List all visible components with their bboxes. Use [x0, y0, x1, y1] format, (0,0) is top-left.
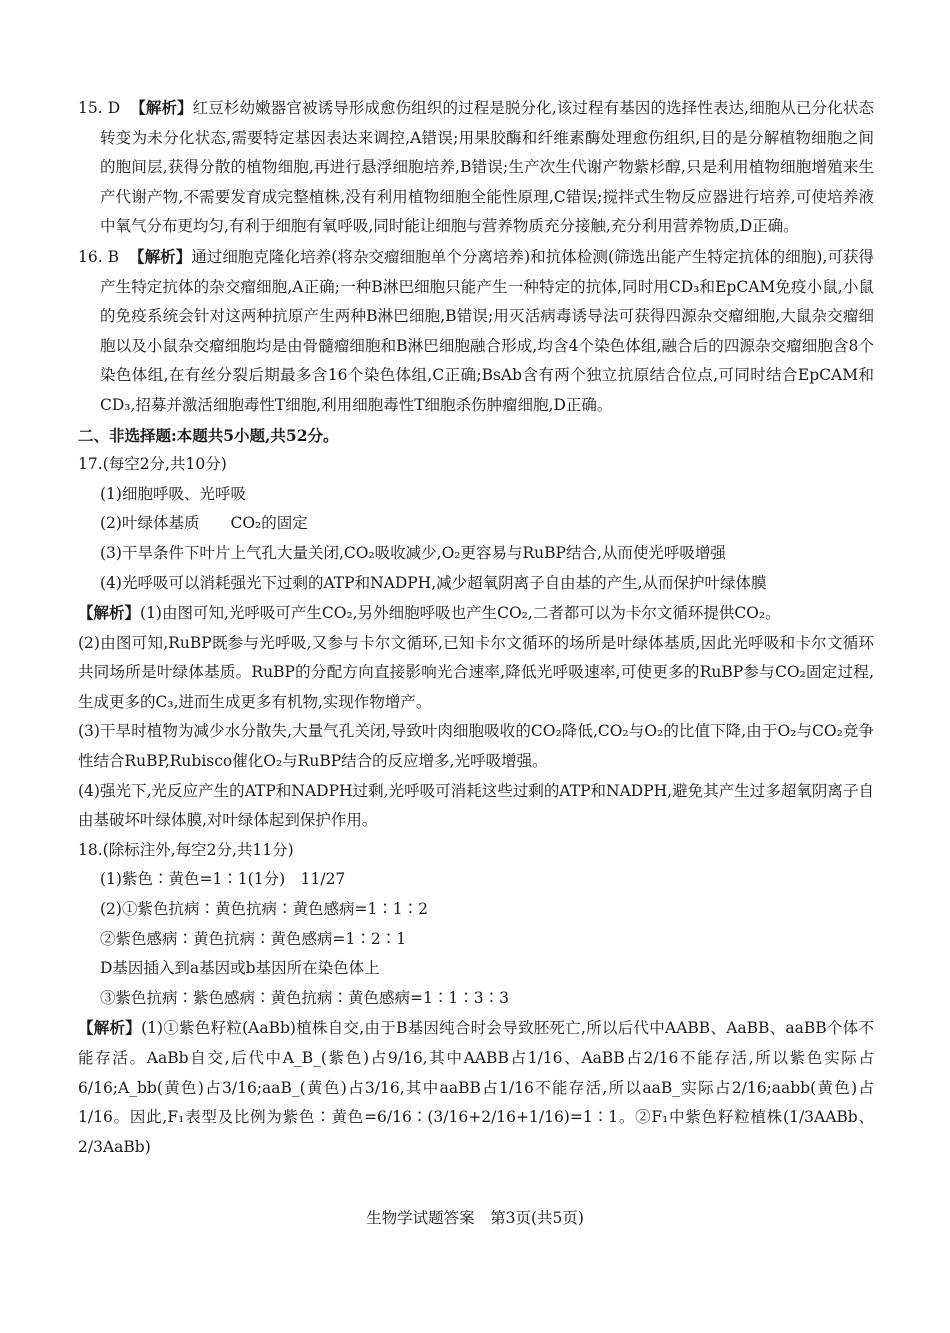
q15-analysis-text: 红豆杉幼嫩器官被诱导形成愈伤组织的过程是脱分化,该过程有基因的选择性表达,细胞从已分化状态转变为未分化状态,需要特定基因表达来调控,A错误;用果胶酶和纤维素酶处理愈伤组织,目的是分解植物细胞之间的胞间层,获得分散的植物细胞,再进行悬浮细胞培养,B错误;生产次生代谢产物紫杉醇,只是利用植物细胞增殖来生产代谢产物,不需要发育成完整植株,没有利用植物细胞全能性原理,C错误;搅拌式生物反应器进行培养,可使培养液中氧气分布更均匀,有利于细胞有氧呼吸,同时能让细胞与营养物质充分接触,充分利用营养物质,D正确。: [100, 99, 874, 236]
q16-analysis-text: 通过细胞克隆化培养(将杂交瘤细胞单个分离培养)和抗体检测(筛选出能产生特定抗体的细胞),可获得产生特定抗体的杂交瘤细胞,A正确;一种B淋巴细胞只能产生一种特定的抗体,同时用CD₃和EpCAM免疫小鼠,小鼠的免疫系统会针对这两种抗原产生两种B淋巴细胞,B错误;用灭活病毒诱导法可获得四源杂交瘤细胞,大鼠杂交瘤细胞以及小鼠杂交瘤细胞均是由骨髓瘤细胞和B淋巴细胞融合形成,均含4个染色体组,融合后的四源杂交瘤细胞含8个染色体组,在有丝分裂后期最多含16个染色体组,C正确;BsAb含有两个独立抗原结合位点,可同时结合EpCAM和CD₃,招募并激活细胞毒性T细胞,利用细胞毒性T细胞杀伤肿瘤细胞,D正确。: [100, 247, 874, 414]
q16-analysis-tag: 【解析】: [129, 246, 192, 266]
q15-answer: [78, 93, 874, 242]
q18-analysis-tag: 【解析】: [78, 1018, 142, 1038]
q17-explanation-1: [78, 598, 874, 629]
q16-answer: [78, 242, 874, 421]
q17-answer-3: (3)干旱条件下叶片上气孔大量关闭,CO₂吸收减少,O₂更容易与RuBP结合,从而使光呼吸增强: [100, 543, 726, 562]
q17-explanation-4: (4)强光下,光反应产生的ATP和NADPH过剩,光呼吸可消耗这些过剩的ATP和NADPH,避免其产生过多超氧阴离子自由基破坏叶绿体膜,对叶绿体起到保护作用。: [78, 781, 874, 830]
answer-content: [78, 93, 874, 1162]
page-footer: 生物学试题答案 第3页(共5页): [366, 1209, 584, 1227]
q17-answer-2: (2)叶绿体基质 CO₂的固定: [100, 514, 308, 533]
q17-explanation-1-text: (1)由图可知,光呼吸可产生CO₂,另外细胞呼吸也产生CO₂,二者都可以为卡尔文循环提供CO₂。: [140, 604, 781, 623]
q17-answer-1: (1)细胞呼吸、光呼吸: [100, 484, 246, 503]
q18-answer-5: ③紫色抗病∶紫色感病∶黄色抗病∶黄色感病=1∶1∶3∶3: [100, 988, 509, 1007]
q18-explanation-1-text: (1)①紫色籽粒(AaBb)植株自交,由于B基因纯合时会导致胚死亡,所以后代中AABB、AaBB、aaBB个体不能存活。AaBb自交,后代中A_B_(紫色)占9/16,其中AABB占1/16、AaBB占2/16不能存活,所以紫色实际占6/16;A_bb(黄色)占3/16;aaB_(黄色)占3/16,其中aaBB占1/16不能存活,所以aaB_实际占2/16;aabb(黄色)占1/16。因此,F₁表型及比例为紫色∶黄色=6/16∶(3/16+2/16+1/16)=1∶1。②F₁中紫色籽粒植株(1/3AABb、2/3AaBb): [78, 1019, 874, 1156]
q17-heading: 17.(每空2分,共10分): [78, 455, 227, 474]
q18-answer-4: D基因插入到a基因或b基因所在染色体上: [100, 959, 380, 978]
q18-answer-2: (2)①紫色抗病∶黄色抗病∶黄色感病=1∶1∶2: [100, 900, 429, 919]
q18-explanation-1: [78, 1013, 874, 1162]
q17-explanation-2: (2)由图可知,RuBP既参与光呼吸,又参与卡尔文循环,已知卡尔文循环的场所是叶绿体基质,因此光呼吸和卡尔文循环共同场所是叶绿体基质。RuBP的分配方向直接影响光合速率,降低光呼吸速率,可使更多的RuBP参与CO₂固定过程,生成更多的C₃,进而生成更多有机物,实现作物增产。: [78, 633, 874, 711]
q17-explanation-3: (3)干旱时植物为减少水分散失,大量气孔关闭,导致叶肉细胞吸收的CO₂降低,CO₂与O₂的比值下降,由于O₂与CO₂竞争性结合RuBP,Rubisco催化O₂与RuBP结合的反应增多,光呼吸增强。: [78, 722, 874, 771]
q17-analysis-tag: 【解析】: [78, 603, 141, 623]
section-heading: 二、非选择题:本题共5小题,共52分。: [78, 425, 339, 445]
q15-number: 15. D: [78, 99, 121, 117]
q15-analysis-tag: 【解析】: [130, 98, 193, 117]
q17-answer-4: (4)光呼吸可以消耗强光下过剩的ATP和NADPH,减少超氧阴离子自由基的产生,从而保护叶绿体膜: [100, 573, 767, 592]
q18-answer-1: (1)紫色∶黄色=1∶1(1分) 11/27: [100, 870, 346, 889]
q18-heading: 18.(除标注外,每空2分,共11分): [78, 840, 294, 859]
q18-answer-3: ②紫色感病∶黄色抗病∶黄色感病=1∶2∶1: [100, 929, 407, 948]
q16-number: 16. B: [78, 247, 120, 266]
